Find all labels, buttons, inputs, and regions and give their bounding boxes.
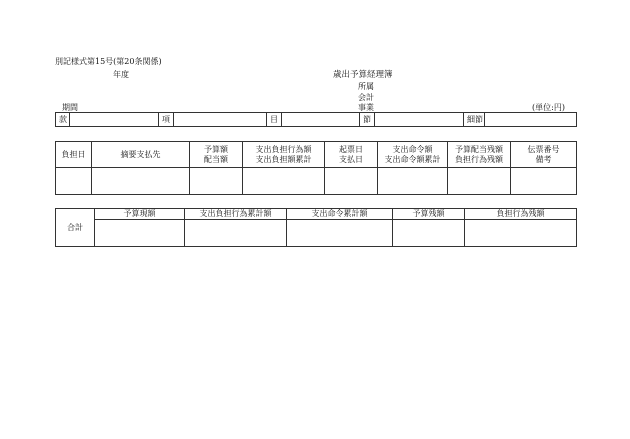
ledger-cell (92, 168, 190, 195)
ledger-cell (56, 168, 92, 195)
ledger-table (55, 141, 577, 195)
totals-cell (185, 220, 287, 247)
setsu-value (375, 113, 464, 127)
ledger-cell (325, 168, 378, 195)
account-label: 会計 (358, 93, 374, 102)
ledger-header-issue-pay-date: 起票日 支払日 (325, 142, 378, 168)
ledger-header-burden-action: 支出負担行為額 支出負担額累計 (243, 142, 325, 168)
ledger-header-summary-payee: 摘要支払先 (92, 142, 190, 168)
unit-label: (単位:円) (532, 103, 565, 112)
setsu-label: 節 (360, 113, 375, 127)
totals-cell (393, 220, 465, 247)
ledger-cell (511, 168, 577, 195)
saisetsu-value (485, 113, 577, 127)
period-label: 期間 (62, 103, 78, 112)
totals-header-burden-remaining: 負担行為残額 (465, 209, 577, 220)
totals-cell (465, 220, 577, 247)
ledger-cell (243, 168, 325, 195)
saisetsu-label: 細節 (464, 113, 485, 127)
moku-label: 目 (267, 113, 282, 127)
totals-cell (95, 220, 185, 247)
totals-header-burden-total: 支出負担行為累計額 (185, 209, 287, 220)
affiliation-label: 所属 (358, 82, 374, 91)
totals-header-budget-remaining: 予算残額 (393, 209, 465, 220)
ledger-cell (378, 168, 448, 195)
moku-value (282, 113, 360, 127)
classification-table (55, 112, 577, 127)
totals-header-order-total: 支出命令累計額 (287, 209, 393, 220)
kou-value (174, 113, 267, 127)
totals-label: 合計 (56, 209, 95, 247)
fiscal-year-label: 年度 (113, 70, 129, 79)
form-reference: 別記様式第15号(第20条関係) (55, 57, 162, 66)
totals-cell (287, 220, 393, 247)
totals-row (56, 220, 577, 247)
ledger-header-burden-date: 負担日 (56, 142, 92, 168)
kan-label: 款 (56, 113, 70, 127)
project-label: 事業 (358, 103, 374, 112)
ledger-header-slip-remarks: 伝票番号 備考 (511, 142, 577, 168)
ledger-header-budget-allocation: 予算額 配当額 (190, 142, 243, 168)
ledger-row (56, 168, 577, 195)
ledger-header-payment-order: 支出命令額 支出命令額累計 (378, 142, 448, 168)
kan-value (70, 113, 159, 127)
ledger-cell (448, 168, 511, 195)
page-title: 歳出予算経理簿 (333, 70, 393, 80)
ledger-header-remaining: 予算配当残額 負担行為残額 (448, 142, 511, 168)
totals-table (55, 208, 577, 247)
ledger-cell (190, 168, 243, 195)
kou-label: 項 (159, 113, 174, 127)
totals-header-budget-current: 予算現額 (95, 209, 185, 220)
